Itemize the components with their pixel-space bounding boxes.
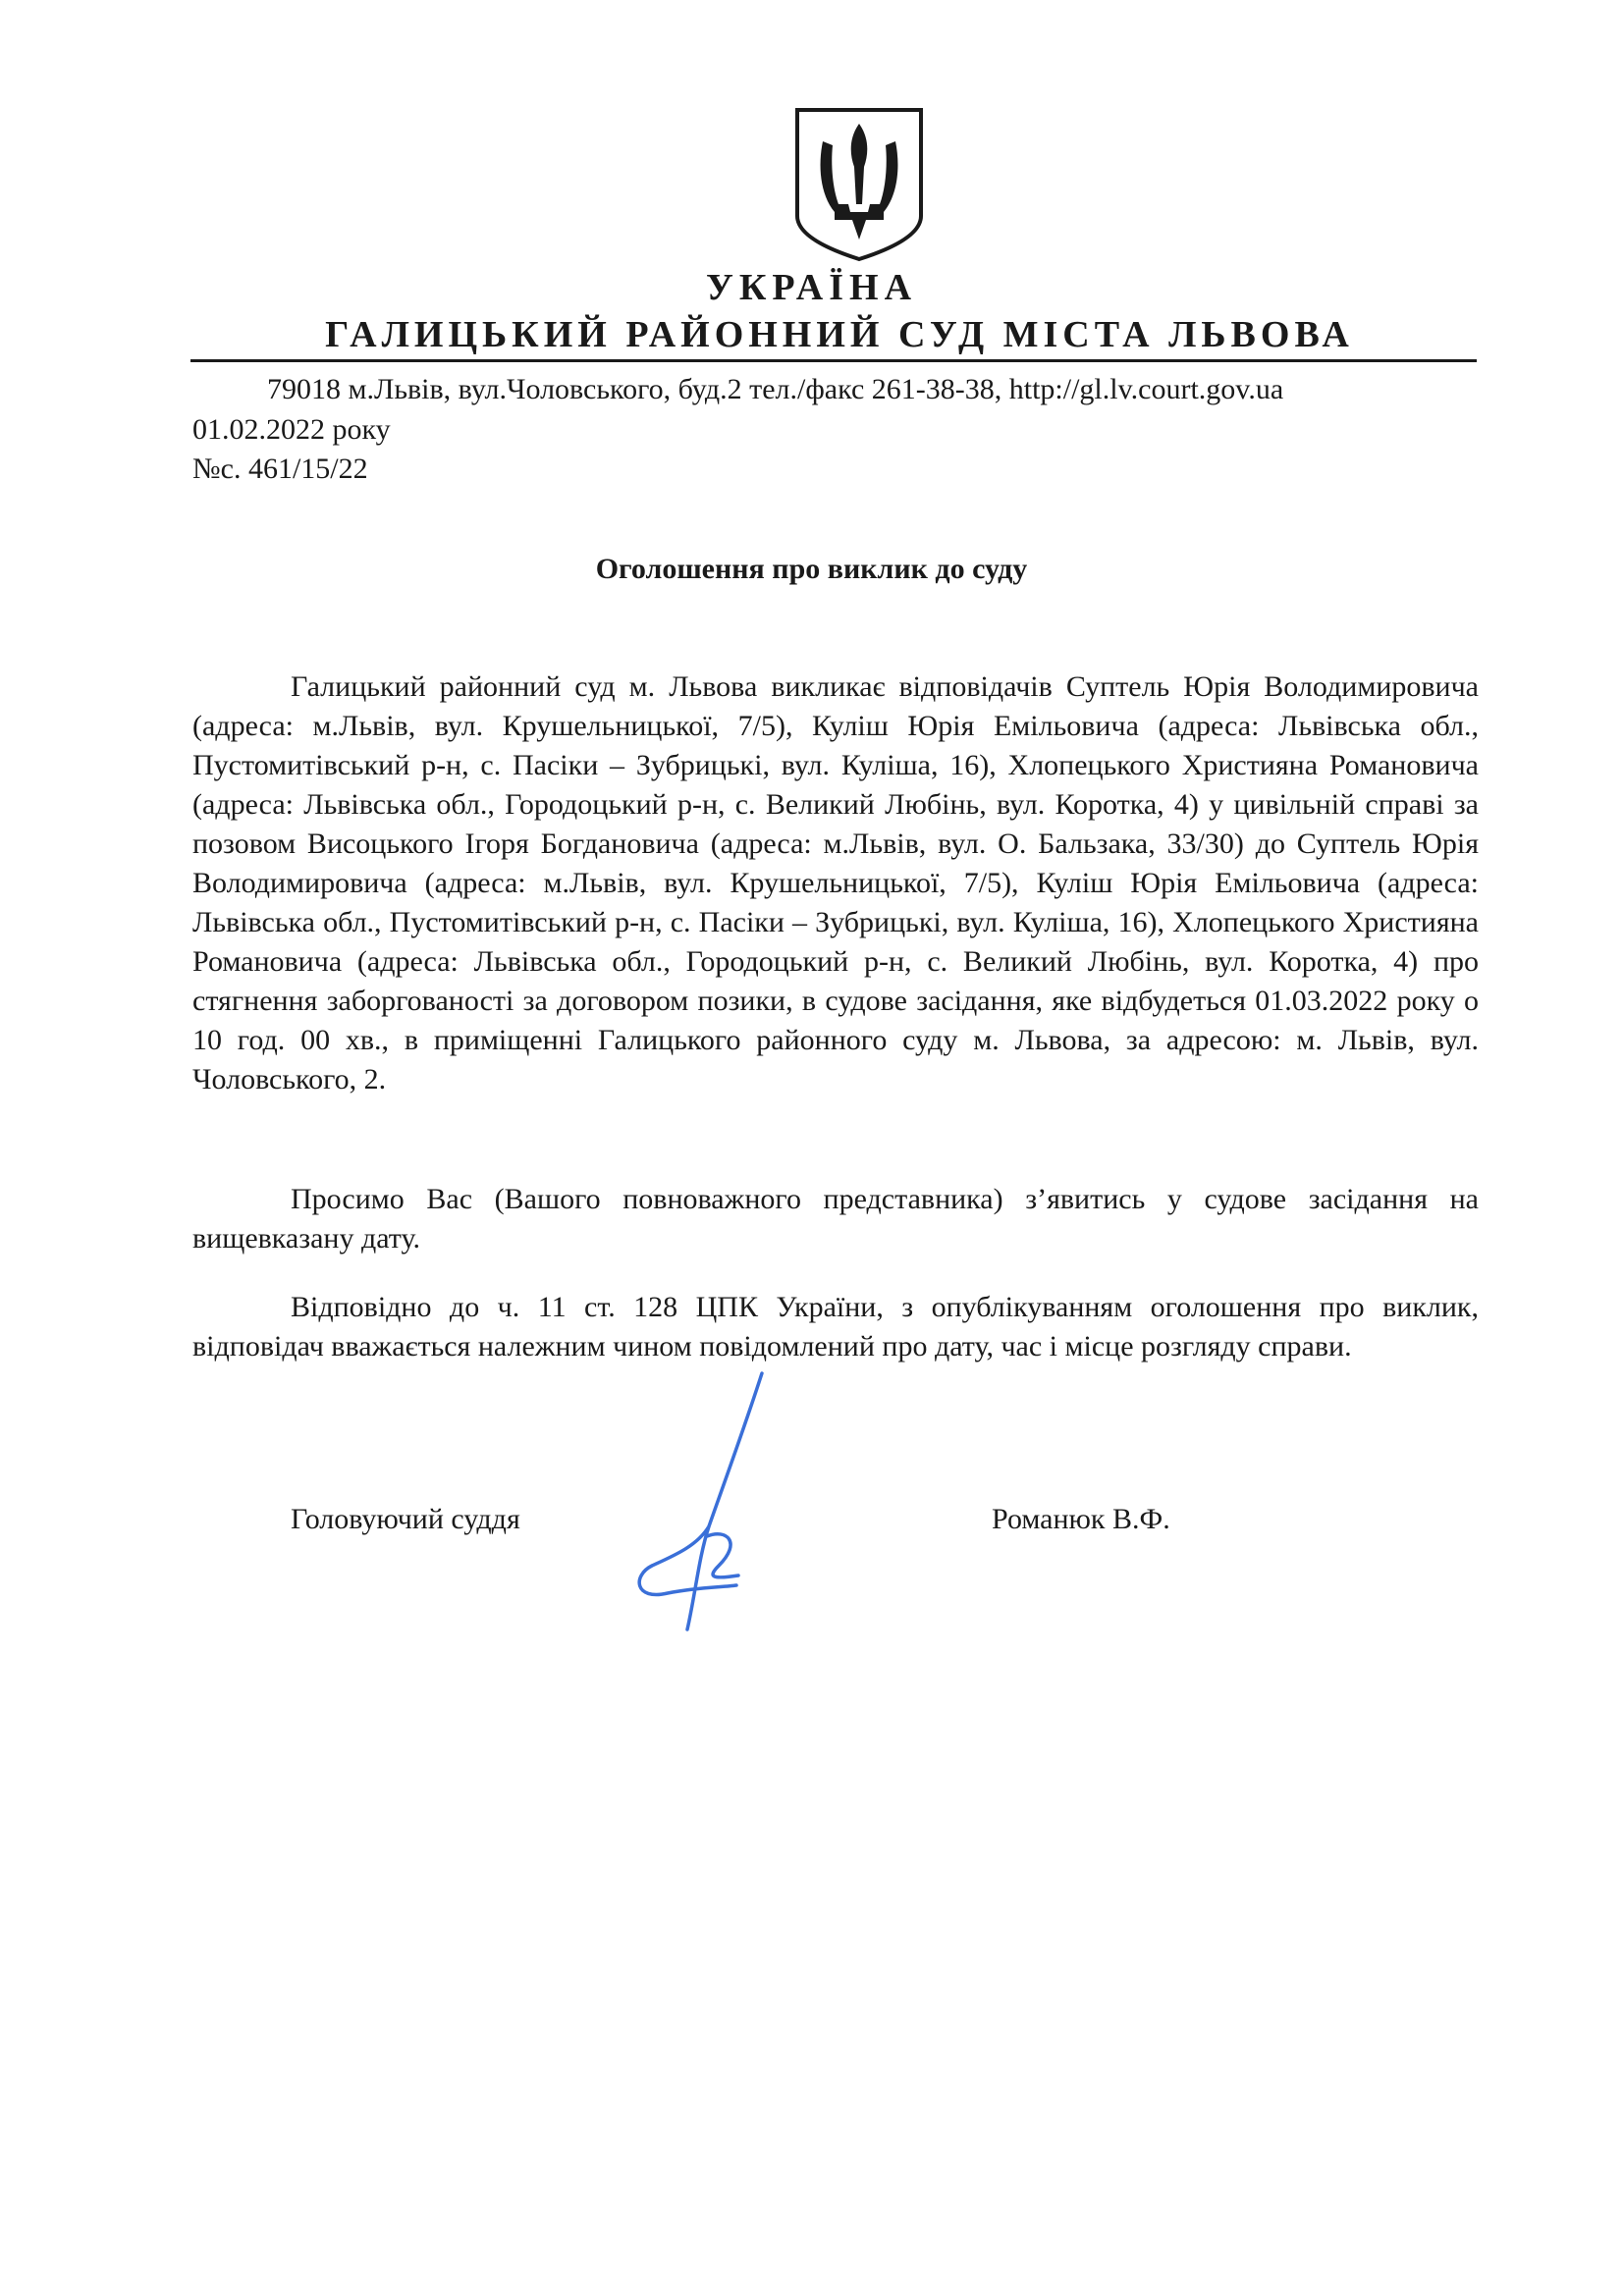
document-date: 01.02.2022 року — [192, 413, 391, 446]
judge-label: Головуючий суддя — [291, 1503, 520, 1535]
trident-emblem-icon — [793, 106, 925, 263]
judge-name: Романюк В.Ф. — [992, 1503, 1170, 1535]
court-address: 79018 м.Львів, вул.Чоловського, буд.2 тел./факс 261-38-38, http://gl.lv.court.gov.ua — [267, 373, 1284, 405]
paragraph-notice — [192, 1288, 1479, 1366]
paragraph-text: Відповідно до ч. 11 ст. 128 ЦПК України, з опублікуванням оголошення про виклик, відповідач вважається належним чином повідомлений про дату, час і місце розгляду справи. — [192, 1291, 1479, 1362]
paragraph-text: Просимо Вас (Вашого повноважного представника) з’явитись у судове засідання на вищевказану дату. — [192, 1183, 1479, 1255]
paragraph-text: Галицький районний суд м. Львова викликає відповідачів Суптель Юрія Володимировича (адреса: м.Львів, вул. Крушельницької, 7/5), Куліш Юрія Емільовича (адреса: Львівська обл., Пустомитівський р-н, с. Пасіки – Зубрицькі, вул. Куліша, 16), Хлопецького Християна Романовича (адреса: Львівська обл., Городоцький р-н, с. Великий Любінь, вул. Коротка, 4) у цивільній справі за позовом Висоцького Ігоря Богдановича (адреса: м.Львів, вул. О. Бальзака, 33/30) до Суптель Юрія Володимировича (адреса: м.Львів, вул. Крушельницької, 7/5), Куліш Юрія Емільовича (адреса: Львівська обл., Пустомитівський р-н, с. Пасіки – Зубрицькі, вул. Куліша, 16), Хлопецького Християна Романовича (адреса: Львівська обл., Городоцький р-н, с. Великий Любінь, вул. Коротка, 4) про стягнення заборгованості за договором позики, в судове засідання, яке відбудеться 01.03.2022 року о 10 год. 00 хв., в приміщенні Галицького районного суду м. Львова, за адресою: м. Львів, вул. Чоловського, 2. — [192, 670, 1479, 1095]
paragraph-summons — [192, 667, 1479, 1099]
header-rule — [190, 359, 1477, 362]
case-number: №с. 461/15/22 — [192, 453, 368, 485]
handwritten-signature — [628, 1369, 766, 1634]
document-heading: Оголошення про виклик до суду — [595, 553, 1028, 585]
court-name: ГАЛИЦЬКИЙ РАЙОННИЙ СУД МІСТА ЛЬВОВА — [325, 314, 1354, 355]
country-name: УКРАЇНА — [705, 267, 918, 308]
paragraph-request — [192, 1180, 1479, 1258]
